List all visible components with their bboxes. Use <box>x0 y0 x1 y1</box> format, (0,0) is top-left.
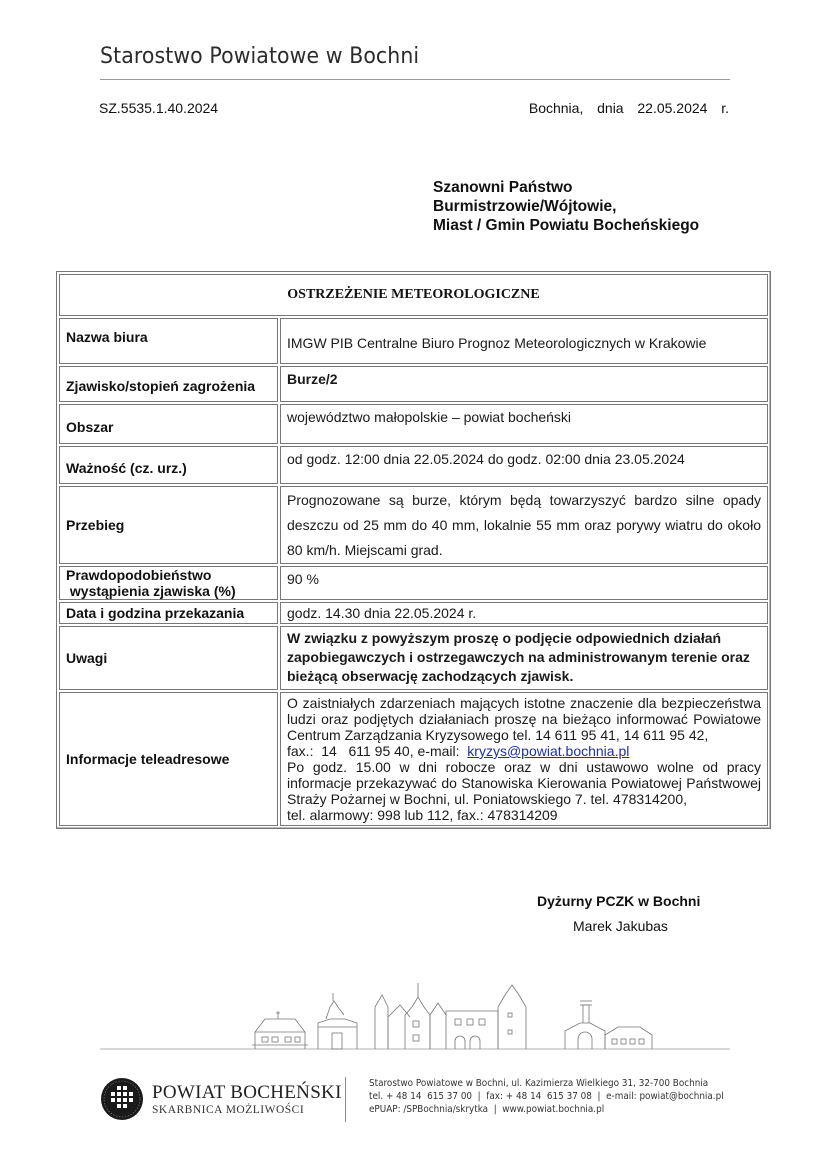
table-row <box>59 318 768 364</box>
place-date: Bochnia, dnia 22.05.2024 r. <box>528 100 729 116</box>
footer-divider <box>345 1077 346 1122</box>
footer-address: Starostwo Powiatowe w Bochni, ul. Kazimierza Wielkiego 31, 32-700 Bochnia <box>369 1078 709 1089</box>
row-value-remarks: W związku z powyższym proszę o podjęcie odpowiednich działań zapobiegawczych i ostrzegawczych na administrowanym terenie oraz bieżącą obserwację zachodzących zjawisk. <box>280 626 768 690</box>
row-value-phenomenon: Burze/2 <box>280 366 768 402</box>
contact-fax-email <box>287 743 761 759</box>
row-label-probability <box>59 566 278 600</box>
row-label-contact: Informacje teleadresowe <box>59 692 278 826</box>
contact-alarm-text: tel. alarmowy: 998 lub 112, fax.: 478314209 <box>287 807 558 823</box>
table-title-row <box>59 274 768 316</box>
office-title: Starostwo Powiatowe w Bochni <box>100 44 420 69</box>
warning-title: OSTRZEŻENIE METEOROLOGICZNE <box>59 274 768 316</box>
row-value-probability: 90 % <box>280 566 768 600</box>
row-label-transmission: Data i godzina przekazania <box>59 602 278 624</box>
contact-psp-text: Po godz. 15.00 w dni robocze oraz w dni ustawowo wolne od pracy informacje przekazywać do Stanowiska Kierowania Powiatowej Państwowej Straży Pożarnej w Bochni, ul. Poniatowskiego 7. tel. 478314200, <box>287 759 761 807</box>
probability-label-line: wystąpienia zjawiska (%) <box>66 583 236 599</box>
reference-number: SZ.5535.1.40.2024 <box>99 100 219 116</box>
header-divider <box>100 79 730 80</box>
row-value-course: Prognozowane są burze, którym będą towarzyszyć bardzo silne opady deszczu od 25 mm do 40 mm, lokalnie 55 mm oraz porywy wiatru do około 80 km/h. Miejscami grad. <box>280 486 768 564</box>
table-row <box>59 626 768 690</box>
row-label-course: Przebieg <box>59 486 278 564</box>
footer-web: ePUAP: /SPBochnia/skrytka | www.powiat.bochnia.pl <box>369 1104 605 1115</box>
salt-mine-drawing <box>565 1001 652 1049</box>
table-row <box>59 486 768 564</box>
signature-name: Marek Jakubas <box>573 918 668 934</box>
signature-role: Dyżurny PCZK w Bochni <box>537 893 701 909</box>
addressee-line: Burmistrzowie/Wójtowie, <box>433 198 617 215</box>
table-row <box>59 366 768 402</box>
row-value-office: IMGW PIB Centralne Biuro Prognoz Meteorologicznych w Krakowie <box>280 318 768 364</box>
addressee-line: Szanowni Państwo <box>433 179 573 196</box>
brand-name: POWIAT BOCHEŃSKI <box>152 1082 342 1103</box>
footer-contact: tel. + 48 14 615 37 00 | fax: + 48 14 615 37 08 | e-mail: powiat@bochnia.pl <box>369 1091 724 1102</box>
row-value-area: województwo małopolskie – powiat bocheński <box>280 404 768 444</box>
table-row <box>59 446 768 484</box>
brand-tagline: SKARBNICA MOŻLIWOŚCI <box>152 1104 305 1116</box>
row-value-transmission: godz. 14.30 dnia 22.05.2024 r. <box>280 602 768 624</box>
table-row <box>59 404 768 444</box>
probability-label-line: Prawdopodobieństwo <box>66 567 212 583</box>
contact-pczk-text: O zaistniałych zdarzeniach mających istotne znaczenie dla bezpieczeństwa ludzi oraz podjętych działaniach proszę na bieżąco informować Powiatowe Centrum Zarządzania Kryzysowego tel. 14 611 95 41, 14 611 95 42, <box>287 695 761 743</box>
addressee-line: Miast / Gmin Powiatu Bocheńskiego <box>433 217 700 234</box>
table-row <box>59 602 768 624</box>
row-label-office: Nazwa biura <box>59 318 278 364</box>
footer-contact-block <box>369 1077 724 1116</box>
contact-fax-text: fax.: 14 611 95 40, e-mail: <box>287 743 468 759</box>
table-row <box>59 566 768 600</box>
row-label-area: Obszar <box>59 404 278 444</box>
row-label-phenomenon: Zjawisko/stopień zagrożenia <box>59 366 278 402</box>
church-drawing <box>252 1011 308 1049</box>
gothic-church-drawing <box>318 993 357 1049</box>
email-link[interactable]: kryzys@powiat.bochnia.pl <box>467 743 630 759</box>
row-value-contact <box>280 692 768 826</box>
row-label-remarks: Uwagi <box>59 626 278 690</box>
powiat-logo-icon <box>100 1077 144 1121</box>
row-label-validity: Ważność (cz. urz.) <box>59 446 278 484</box>
addressee-block <box>433 178 699 235</box>
warning-table <box>56 271 771 829</box>
castle-drawing <box>375 983 526 1049</box>
table-row <box>59 692 768 826</box>
town-skyline-illustration <box>100 975 730 1053</box>
row-value-validity: od godz. 12:00 dnia 22.05.2024 do godz. 02:00 dnia 23.05.2024 <box>280 446 768 484</box>
